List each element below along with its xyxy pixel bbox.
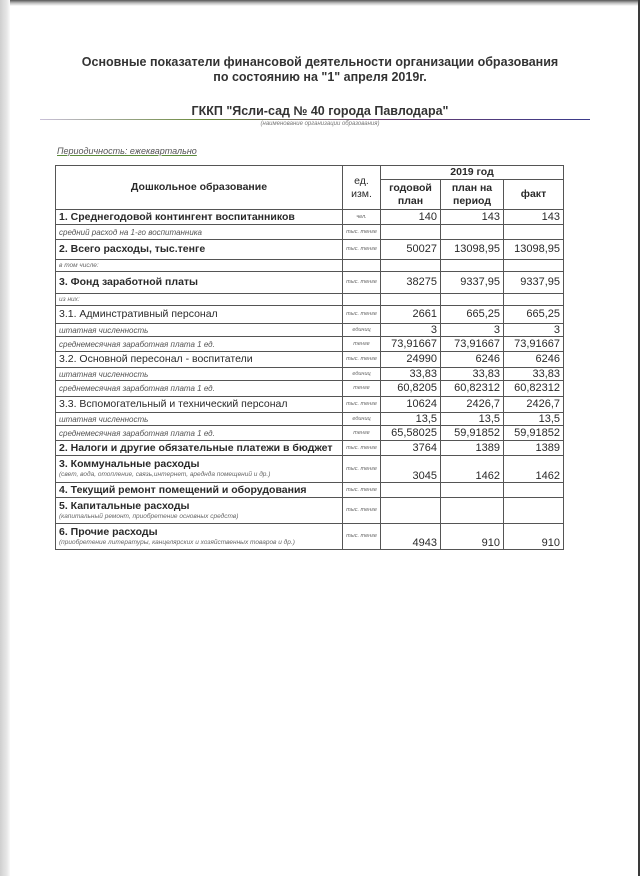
table-row bbox=[56, 272, 564, 294]
row-annual: 3045 bbox=[381, 456, 441, 483]
row-label: штатная численность bbox=[56, 413, 343, 426]
row-fact: 59,91852 bbox=[504, 426, 564, 441]
table-row bbox=[56, 524, 564, 550]
row-annual bbox=[381, 294, 441, 306]
row-fact bbox=[504, 498, 564, 524]
row-label-main: 3. Коммунальные расходы bbox=[59, 458, 200, 470]
table-row bbox=[56, 483, 564, 498]
table-row bbox=[56, 498, 564, 524]
row-unit: чел. bbox=[343, 210, 381, 225]
row-label bbox=[56, 498, 343, 524]
row-label: 3. Фонд заработной платы bbox=[56, 272, 343, 294]
row-label-main: 5. Капитальные расходы bbox=[59, 499, 190, 512]
row-fact: 13098,95 bbox=[504, 240, 564, 260]
row-label: средний расход на 1-го воспитанника bbox=[56, 225, 343, 240]
row-fact: 910 bbox=[504, 524, 564, 550]
row-unit: единиц bbox=[343, 413, 381, 426]
row-label: среднемесячная заработная плата 1 ед. bbox=[56, 337, 343, 352]
row-label-note: (приобретение литературы, канцелярских и хозяйственных товаров и др.) bbox=[59, 538, 295, 546]
row-annual bbox=[381, 260, 441, 272]
table-row bbox=[56, 397, 564, 413]
header-category: Дошкольное образование bbox=[56, 166, 343, 210]
row-unit: тенге bbox=[343, 381, 381, 397]
row-unit: тыс. тенге bbox=[343, 483, 381, 498]
row-label: 1. Среднегодовой контингент воспитанников bbox=[56, 210, 343, 225]
row-period: 60,82312 bbox=[441, 381, 504, 397]
row-label: 4. Текущий ремонт помещений и оборудования bbox=[56, 483, 343, 498]
financial-table bbox=[55, 165, 564, 550]
row-fact: 13,5 bbox=[504, 413, 564, 426]
row-annual: 50027 bbox=[381, 240, 441, 260]
row-unit: тыс. тенге bbox=[343, 498, 381, 524]
row-unit bbox=[343, 294, 381, 306]
row-annual bbox=[381, 498, 441, 524]
row-fact: 33,83 bbox=[504, 368, 564, 381]
row-unit: тыс. тенге bbox=[343, 272, 381, 294]
row-period: 665,25 bbox=[441, 306, 504, 324]
row-annual: 13,5 bbox=[381, 413, 441, 426]
row-annual: 38275 bbox=[381, 272, 441, 294]
row-period bbox=[441, 483, 504, 498]
row-label: 3.2. Основной пересонал - воспитатели bbox=[56, 352, 343, 368]
row-unit: единиц bbox=[343, 324, 381, 337]
row-period: 59,91852 bbox=[441, 426, 504, 441]
row-period bbox=[441, 225, 504, 240]
row-period: 143 bbox=[441, 210, 504, 225]
row-fact: 9337,95 bbox=[504, 272, 564, 294]
row-annual: 24990 bbox=[381, 352, 441, 368]
row-label bbox=[56, 456, 343, 483]
row-annual: 33,83 bbox=[381, 368, 441, 381]
row-fact: 6246 bbox=[504, 352, 564, 368]
row-annual bbox=[381, 483, 441, 498]
row-label-main: 6. Прочие расходы bbox=[59, 525, 158, 538]
table-row bbox=[56, 368, 564, 381]
row-unit: тыс. тенге bbox=[343, 352, 381, 368]
header-annual-plan bbox=[381, 180, 441, 210]
row-period: 9337,95 bbox=[441, 272, 504, 294]
table-row bbox=[56, 324, 564, 337]
header-unit bbox=[343, 166, 381, 210]
row-period: 910 bbox=[441, 524, 504, 550]
table-row bbox=[56, 441, 564, 456]
row-unit: тыс. тенге bbox=[343, 524, 381, 550]
row-label: штатная численность bbox=[56, 368, 343, 381]
header-fact: факт bbox=[504, 180, 564, 210]
row-annual: 60,8205 bbox=[381, 381, 441, 397]
row-period: 13,5 bbox=[441, 413, 504, 426]
row-unit: тыс. тенге bbox=[343, 441, 381, 456]
row-unit bbox=[343, 260, 381, 272]
row-fact bbox=[504, 225, 564, 240]
table-row bbox=[56, 210, 564, 225]
row-unit: тыс. тенге bbox=[343, 397, 381, 413]
scan-left-shadow bbox=[0, 0, 10, 876]
row-period: 13098,95 bbox=[441, 240, 504, 260]
row-label: из них: bbox=[56, 294, 343, 306]
row-label: 3.1. Админстративный персонал bbox=[56, 306, 343, 324]
row-fact bbox=[504, 294, 564, 306]
table-row bbox=[56, 240, 564, 260]
row-unit: единиц bbox=[343, 368, 381, 381]
periodicity-note: Периодичность: ежеквартально bbox=[57, 146, 197, 156]
row-fact bbox=[504, 483, 564, 498]
header-annual-line-1: годовой bbox=[389, 181, 432, 194]
row-period: 1462 bbox=[441, 456, 504, 483]
header-unit-line-2: изм. bbox=[351, 187, 372, 200]
header-year: 2019 год bbox=[381, 166, 564, 180]
row-period bbox=[441, 260, 504, 272]
organization-caption: (наименование организации образования) bbox=[260, 121, 380, 127]
row-label: в том числе: bbox=[56, 260, 343, 272]
row-unit: тенге bbox=[343, 337, 381, 352]
row-annual: 2661 bbox=[381, 306, 441, 324]
row-label: 2. Всего расходы, тыс.тенге bbox=[56, 240, 343, 260]
row-period: 33,83 bbox=[441, 368, 504, 381]
row-unit: тыс. тенге bbox=[343, 225, 381, 240]
row-period: 3 bbox=[441, 324, 504, 337]
row-period bbox=[441, 498, 504, 524]
table-row bbox=[56, 352, 564, 368]
row-fact: 3 bbox=[504, 324, 564, 337]
header-period-plan bbox=[441, 180, 504, 210]
row-label-note: (свет, вода, отопление, связь,интернет, аредндa помещений и др.) bbox=[59, 471, 271, 478]
header-row-1 bbox=[56, 166, 564, 180]
row-period: 6246 bbox=[441, 352, 504, 368]
row-unit: тыс. тенге bbox=[343, 306, 381, 324]
row-annual: 140 bbox=[381, 210, 441, 225]
organization-underline bbox=[40, 119, 590, 120]
row-fact: 2426,7 bbox=[504, 397, 564, 413]
scan-top-shadow bbox=[10, 0, 640, 6]
row-label: среднемесячная заработная плата 1 ед. bbox=[56, 426, 343, 441]
row-fact bbox=[504, 260, 564, 272]
organization-name: ГККП "Ясли-сад № 40 города Павлодара" bbox=[191, 104, 449, 118]
table-row bbox=[56, 337, 564, 352]
row-label bbox=[56, 524, 343, 550]
header-unit-line-1: ед. bbox=[354, 174, 369, 187]
row-unit: тыс. тенге bbox=[343, 240, 381, 260]
row-label: среднемесячная заработная плата 1 ед. bbox=[56, 381, 343, 397]
table-row bbox=[56, 225, 564, 240]
row-period: 73,91667 bbox=[441, 337, 504, 352]
table-row bbox=[56, 456, 564, 483]
row-unit: тенге bbox=[343, 426, 381, 441]
row-fact: 143 bbox=[504, 210, 564, 225]
row-annual bbox=[381, 225, 441, 240]
row-annual: 73,91667 bbox=[381, 337, 441, 352]
table-row bbox=[56, 294, 564, 306]
table-row bbox=[56, 381, 564, 397]
row-period: 2426,7 bbox=[441, 397, 504, 413]
header-period-line-2: период bbox=[453, 194, 491, 207]
row-annual: 3 bbox=[381, 324, 441, 337]
row-label-note: (капитальный ремонт, приобретение основных средств) bbox=[59, 512, 239, 520]
row-label: 3.3. Вспомогательный и технический персонал bbox=[56, 397, 343, 413]
row-period: 1389 bbox=[441, 441, 504, 456]
row-annual: 65,58025 bbox=[381, 426, 441, 441]
title-line-1: Основные показатели финансовой деятельности организации образования bbox=[81, 55, 559, 69]
row-label: 2. Налоги и другие обязательные платежи в бюджет bbox=[56, 441, 343, 456]
row-annual: 3764 bbox=[381, 441, 441, 456]
row-fact: 1389 bbox=[504, 441, 564, 456]
row-fact: 60,82312 bbox=[504, 381, 564, 397]
title-line-2: по состоянию на "1" апреля 2019г. bbox=[213, 70, 427, 84]
row-fact: 665,25 bbox=[504, 306, 564, 324]
row-fact: 73,91667 bbox=[504, 337, 564, 352]
table-row bbox=[56, 426, 564, 441]
row-period bbox=[441, 294, 504, 306]
table-row bbox=[56, 413, 564, 426]
header-annual-line-2: план bbox=[397, 194, 424, 207]
row-unit: тыс. тенге bbox=[343, 456, 381, 483]
row-label: штатная численность bbox=[56, 324, 343, 337]
document-title bbox=[0, 55, 640, 85]
row-annual: 10624 bbox=[381, 397, 441, 413]
row-fact: 1462 bbox=[504, 456, 564, 483]
table-row bbox=[56, 260, 564, 272]
header-period-line-1: план на bbox=[451, 181, 493, 194]
table-row bbox=[56, 306, 564, 324]
row-annual: 4943 bbox=[381, 524, 441, 550]
